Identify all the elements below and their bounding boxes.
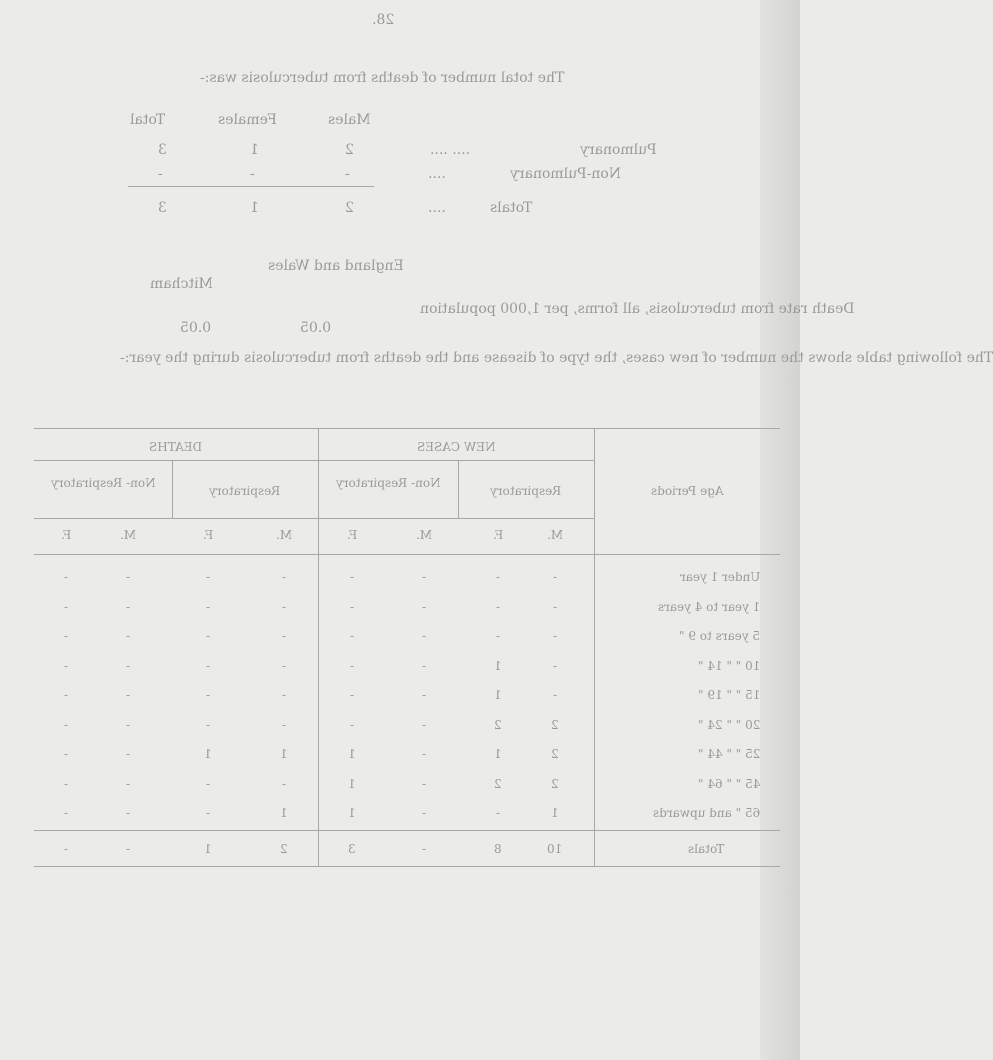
- table-cell: -: [552, 600, 558, 614]
- totals-cell: 1: [204, 842, 212, 856]
- table-cell: -: [281, 570, 287, 584]
- table-cell: -: [63, 777, 69, 791]
- age-period-label: Under 1 year: [679, 570, 760, 584]
- mf-header-cell: F.: [202, 528, 214, 542]
- totals-cell: -: [421, 842, 427, 856]
- subheader-non-respiratory: Non- Respiratory: [335, 476, 441, 490]
- subheader-respiratory: Respiratory: [490, 484, 562, 498]
- age-period-label: 45 " " 64 ": [697, 777, 760, 791]
- table-cell: -: [421, 688, 427, 702]
- table-cell: -: [125, 806, 131, 820]
- new-cases-header: NEW CASES: [416, 440, 496, 454]
- table-cell: -: [63, 806, 69, 820]
- table-cell: -: [421, 718, 427, 732]
- totals-cell: 2: [280, 842, 288, 856]
- summary-row-label: Non-Pulmonary: [510, 166, 622, 182]
- summary-header-total: Total: [130, 112, 166, 128]
- table-cell: -: [125, 688, 131, 702]
- table-cell: -: [552, 659, 558, 673]
- table-rule: [34, 554, 780, 555]
- table-cell: -: [281, 659, 287, 673]
- table-cell: -: [205, 718, 211, 732]
- age-period-label: 15 " " 19 ": [697, 688, 760, 702]
- mf-header-cell: M.: [415, 528, 433, 542]
- totals-cell: 8: [494, 842, 502, 856]
- subheader-non-respiratory: Non- Respiratory: [50, 476, 156, 490]
- summary-header-males: Males: [328, 112, 371, 128]
- table-cell: -: [63, 747, 69, 761]
- table-cell: -: [63, 718, 69, 732]
- table-cell: -: [63, 600, 69, 614]
- summary-cell: 3: [158, 142, 167, 158]
- summary-rule: [128, 186, 374, 187]
- table-cell: -: [63, 570, 69, 584]
- table-cell: -: [205, 806, 211, 820]
- table-cell: 2: [494, 718, 502, 732]
- table-cell: -: [125, 570, 131, 584]
- summary-row-dots: .... ....: [430, 142, 471, 158]
- totals-cell: -: [63, 842, 69, 856]
- age-period-label: 25 " " 44 ": [697, 747, 760, 761]
- rate-value: 0.05: [300, 320, 332, 336]
- table-top-rule: [34, 428, 780, 429]
- table-cell: 2: [551, 777, 559, 791]
- table-cell: -: [421, 570, 427, 584]
- table-cell: 1: [280, 747, 288, 761]
- summary-cell: -: [345, 166, 350, 182]
- table-cell: -: [349, 600, 355, 614]
- table-cell: 1: [348, 777, 356, 791]
- table-cell: -: [205, 629, 211, 643]
- table-cell: 1: [494, 659, 502, 673]
- summary-header-females: Females: [218, 112, 277, 128]
- mf-header-cell: M.: [275, 528, 293, 542]
- table-cell: 2: [551, 718, 559, 732]
- table-cell: -: [349, 570, 355, 584]
- table-cell: -: [63, 688, 69, 702]
- table-cell: -: [552, 629, 558, 643]
- table-cell: -: [349, 688, 355, 702]
- table-cell: -: [495, 600, 501, 614]
- table-cell: -: [63, 659, 69, 673]
- paragraph-2: The following table shows the number of new cases, the type of disease and the deaths from tuberculosis during the year:-: [120, 350, 993, 366]
- summary-cell: 2: [345, 200, 354, 216]
- table-cell: -: [125, 777, 131, 791]
- summary-cell: -: [250, 166, 255, 182]
- table-cell: 1: [494, 747, 502, 761]
- mf-header-cell: F.: [492, 528, 504, 542]
- table-cell: -: [125, 718, 131, 732]
- table-cell: -: [125, 747, 131, 761]
- summary-cell: 1: [250, 200, 259, 216]
- summary-total-label: Totals: [490, 200, 533, 216]
- table-cell: -: [281, 718, 287, 732]
- table-cell: -: [205, 659, 211, 673]
- table-rule: [34, 518, 594, 519]
- table-cell: -: [205, 600, 211, 614]
- table-cell: -: [421, 777, 427, 791]
- deaths-header: DEATHS: [149, 440, 203, 454]
- table-cell: -: [281, 777, 287, 791]
- table-cell: -: [552, 570, 558, 584]
- age-periods-header: Age Periods: [650, 484, 724, 498]
- rates-header-mitcham: Mitcham: [150, 276, 213, 292]
- table-cell: -: [125, 600, 131, 614]
- rate-value: 0.05: [180, 320, 212, 336]
- table-cell: 1: [348, 747, 356, 761]
- rates-row-label: Death rate from tuberculosis, all forms, per 1,000 population: [420, 301, 855, 317]
- summary-row-dots: ....: [428, 200, 446, 216]
- table-cell: -: [281, 688, 287, 702]
- subheader-respiratory: Respiratory: [209, 484, 281, 498]
- table-cell: -: [349, 659, 355, 673]
- totals-cell: -: [125, 842, 131, 856]
- totals-cell: 10: [547, 842, 563, 856]
- intro-text: The total number of deaths from tuberculosis was:-: [200, 70, 565, 86]
- table-cell: -: [205, 570, 211, 584]
- table-cell: -: [421, 806, 427, 820]
- table-cell: -: [495, 570, 501, 584]
- table-cell: -: [125, 659, 131, 673]
- table-cell: -: [205, 777, 211, 791]
- table-cell: 2: [494, 777, 502, 791]
- age-period-label: 65 " and upwards: [652, 806, 760, 820]
- table-cell: -: [421, 659, 427, 673]
- page-number: 28.: [372, 12, 395, 28]
- table-rule: [34, 460, 594, 461]
- page-edge-shadow: [760, 0, 800, 1060]
- table-cell: -: [281, 600, 287, 614]
- summary-cell: 3: [158, 200, 167, 216]
- table-bottom-rule: [34, 866, 780, 867]
- table-cell: -: [125, 629, 131, 643]
- table-cell: -: [349, 629, 355, 643]
- table-cell: 2: [551, 747, 559, 761]
- table-cell: 1: [280, 806, 288, 820]
- table-cell: -: [205, 688, 211, 702]
- table-cell: -: [552, 688, 558, 702]
- rates-header-england-wales: England and Wales: [268, 258, 404, 274]
- table-cell: -: [495, 806, 501, 820]
- summary-cell: -: [158, 166, 163, 182]
- table-cell: -: [281, 629, 287, 643]
- table-cell: -: [421, 600, 427, 614]
- age-period-label: 1 year to 4 years: [657, 600, 760, 614]
- table-rule: [34, 830, 780, 831]
- age-period-label: 10 " " 14 ": [697, 659, 760, 673]
- mf-header-cell: F.: [60, 528, 72, 542]
- totals-label: Totals: [687, 842, 724, 856]
- summary-cell: 2: [345, 142, 354, 158]
- table-cell: -: [421, 629, 427, 643]
- table-cell: -: [421, 747, 427, 761]
- summary-row-dots: ....: [428, 166, 446, 182]
- mf-header-cell: M.: [119, 528, 137, 542]
- summary-cell: 1: [250, 142, 259, 158]
- mf-header-cell: M.: [546, 528, 564, 542]
- table-cell: 1: [348, 806, 356, 820]
- table-cell: 1: [494, 688, 502, 702]
- summary-row-label: Pulmonary: [580, 142, 657, 158]
- table-cell: -: [349, 718, 355, 732]
- table-cell: -: [63, 629, 69, 643]
- table-cell: 1: [204, 747, 212, 761]
- table-col-rule: [318, 428, 319, 866]
- age-period-label: 5 years to 9 ": [678, 629, 760, 643]
- totals-cell: 3: [348, 842, 356, 856]
- table-cell: -: [495, 629, 501, 643]
- table-cell: 1: [551, 806, 559, 820]
- mf-header-cell: F.: [346, 528, 358, 542]
- age-period-label: 20 " " 24 ": [697, 718, 760, 732]
